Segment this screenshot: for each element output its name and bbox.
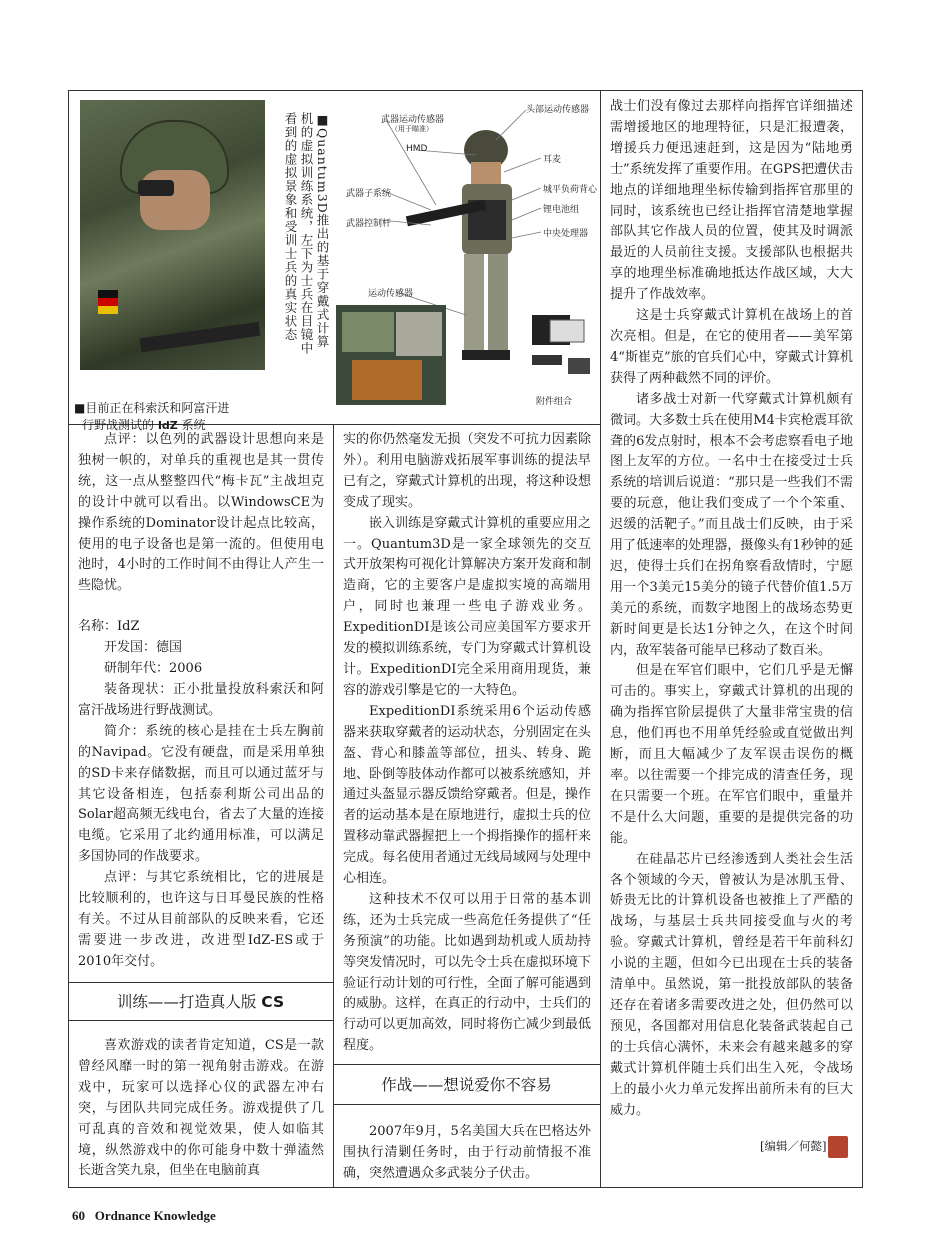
page-footer bbox=[72, 1208, 216, 1224]
vr-screen-1 bbox=[342, 312, 394, 352]
col2-p3: ExpeditionDI系统采用6个运动传感器来获取穿戴者的运动状态，分别固定在头盔、背心和膝盖等部位，扭头、转身、跪地、卧倒等肢体动作都可以被系统感知，并通过头盔显示器反馈给穿戴者。但是，操作者的运动基本是在原地进行，虚拟士兵的位置移动靠武器握把上一个拇指操作的摇杆来完成。每名使用者通过无线局域网与处理中心相连。 bbox=[343, 703, 591, 887]
label-weapon-control: 武器控制杆 bbox=[346, 219, 392, 229]
accessory-device bbox=[568, 358, 590, 374]
vertical-caption bbox=[282, 112, 330, 362]
col1-year: 研制年代：2006 bbox=[104, 661, 203, 677]
label-central-pc: 中央处理器 bbox=[543, 229, 589, 239]
magazine-stamp-logo bbox=[828, 1136, 848, 1158]
photo-caption-line2-post: 系统 bbox=[177, 418, 206, 432]
heading-rule-bottom-1 bbox=[68, 1020, 333, 1021]
label-motion-sensor: 运动传感器 bbox=[368, 289, 414, 299]
column-divider-right bbox=[600, 90, 601, 1188]
photo-caption-line1: ■目前正在科索沃和阿富汗进 bbox=[74, 401, 230, 415]
column-1-lower bbox=[78, 1036, 324, 1182]
soldier-face bbox=[471, 162, 501, 184]
accessory-box bbox=[550, 320, 584, 342]
label-hmd: HMD bbox=[406, 144, 428, 154]
column-1 bbox=[78, 430, 324, 973]
col1-status: 装备现状：正小批量投放科索沃和阿富汗战场进行野战测试。 bbox=[78, 681, 324, 718]
col1-review-israel: 点评：以色列的武器设计思想向来是独树一帜的，对单兵的重视也是其一贯传统，这一点从整整四代“梅卡瓦”主战坦克的设计中就可以看出。以WindowsCE为操作系统的Dominator设计起点比较高，使用的电子设备也是第一流的。但使用电池时，4小时的工作时间不由得让人产生一些隐忧。 bbox=[78, 432, 324, 594]
heading-training bbox=[68, 990, 333, 1012]
heading-combat bbox=[333, 1073, 600, 1095]
label-head-sensor: 头部运动传感器 bbox=[526, 105, 590, 115]
soldier-boot-right bbox=[486, 350, 510, 360]
quantum3d-diagram bbox=[336, 100, 596, 415]
idz-soldier-photo bbox=[80, 100, 265, 370]
accessory-cable bbox=[532, 355, 562, 365]
col3-p1: 战士们没有像过去那样向指挥官详细描述需增援地区的地理特征，只是汇报遭袭，增援兵力便迅速赶到，这是因为“陆地勇士”系统发挥了重要作用。在GPS把遭伏击地点的详细地理坐标传输到指挥官那里的同时，该系统也已经让指挥官清楚地掌握部队其它作战人员的位置，使其及时调派最近的人员前往支援。支援部队也根据共享的地理坐标准确地抵达作战区域，大大提升了作战效率。 bbox=[610, 99, 853, 303]
column-2-lower bbox=[343, 1122, 591, 1185]
col3-p5: 在硅晶芯片已经渗透到人类社会生活各个领域的今天，曾被认为是冰肌玉骨、娇贵无比的计算机设备也被推上了严酷的战场，与基层士兵共同接受血与火的考验。穿戴式计算机，曾经是若干年前科幻小说的主题，但如今已出现在士兵的装备清单中。虽然说，第一批投放部队的装备还存在着诸多需要改进之处，但仍然可以预见，各国都对用信息化装备武装起自己的士兵信心满怀，未来会有越来越多的穿戴式计算机伴随士兵们出生入死，令战场上的最小火力单元发挥出前所未有的巨大威力。 bbox=[610, 851, 853, 1118]
column-3 bbox=[610, 97, 853, 1121]
heading-rule-bottom-2 bbox=[333, 1104, 600, 1105]
col2-p2: 嵌入训练是穿戴式计算机的重要应用之一。Quantum3D是一家全球领先的交互式开放架构可视化计算解决方案开发商和制造商，它的主要客户是虚拟实境的高端用户，同时也兼理一些电子游戏业务。ExpeditionDI是该公司应美国军方要求开发的模拟训练系统，专门为穿戴式计算机设计。ExpeditionDI完全采用商用现货，兼容的游戏引擎是它的一大特色。 bbox=[343, 515, 591, 698]
soldier-leg-left bbox=[464, 254, 484, 354]
col1-review-idz: 点评：与其它系统相比，它的进展是比较顺利的，也许这与日耳曼民族的性格有关。不过从目前部队的反映来看，它还需要进一步改进，改进型IdZ-ES或于2010年交付。 bbox=[78, 870, 324, 969]
col3-p2: 这是士兵穿戴式计算机在战场上的首次亮相。但是，在它的使用者——美军第4“斯崔克”旅的官兵们心中，穿戴式计算机获得了两种截然不同的评价。 bbox=[610, 308, 853, 386]
col1-country: 开发国：德国 bbox=[104, 640, 183, 656]
photo-caption bbox=[74, 400, 229, 434]
german-flag-patch bbox=[98, 290, 118, 314]
col1-spacer bbox=[78, 597, 324, 617]
vr-screen-2 bbox=[352, 360, 422, 400]
vertical-caption-marker: ■ bbox=[315, 112, 330, 128]
editor-credit: [编辑／何懿] bbox=[760, 1139, 827, 1153]
col2-p1: 实的你仍然毫发无损（突发不可抗力因素除外）。利用电脑游戏拓展军事训练的提法早已有之，穿戴式计算机的出现，将这种设想变成了现实。 bbox=[343, 432, 591, 510]
label-weapon-sensor: 武器运动传感器 bbox=[381, 115, 445, 125]
heading-training-text: 训练——打造真人版 bbox=[116, 993, 262, 1011]
soldier-boot-left bbox=[462, 350, 486, 360]
label-accessories: 附件组合 bbox=[536, 397, 573, 407]
eyepiece-shape bbox=[138, 180, 174, 196]
label-battery: 锂电池组 bbox=[543, 205, 580, 215]
photo-caption-line2-pre: 行野战测试的 bbox=[82, 418, 158, 432]
page-number: 60 bbox=[72, 1208, 85, 1223]
soldier-leg-right bbox=[488, 254, 508, 354]
face-shape bbox=[140, 170, 210, 230]
label-weapon-sensor-sub: （用于瞄准） bbox=[391, 125, 433, 133]
col3-p3: 诸多战士对新一代穿戴式计算机颇有微词。大多数士兵在使用M4卡宾枪震耳欲聋的6发点射时，根本不会考虑察看电子地图上友军的方位。一名中士在接受过士兵系统的培训后说道：“那只是一些我们不需要的玩意，他让我们变成了一个个笨重、迟缓的活靶子。”而且战士们反映，由于采用了低速率的处理器，摄像头有1秒钟的延迟，使得士兵们在拐角察看敌情时，宁愿用一个3美元15美分的镜子代替价值1.5万美元的系统，而数字地图上的战场态势更新时间更是长达1分钟之久，在这个时间内，敌军装备可能早已移动了数百米。 bbox=[610, 391, 853, 658]
col2-p5: 2007年9月，5名美国大兵在巴格达外围执行清剿任务时，由于行动前情报不准确，突然遭遇众多武装分子伏击。 bbox=[343, 1124, 591, 1181]
vertical-caption-text: Quantum3D推出的基于穿戴式计算机的虚拟训练系统，左下为士兵在目镜中看到的虚拟景象和受训士兵的真实状态 bbox=[283, 112, 330, 355]
photo-caption-bold: IdZ bbox=[157, 419, 178, 432]
column-2 bbox=[343, 430, 591, 1057]
heading-training-cs: CS bbox=[261, 993, 285, 1011]
vr-screen-3 bbox=[396, 312, 442, 356]
heading-combat-text: 作战——想说爱你不容易 bbox=[381, 1076, 552, 1094]
diagram-svg bbox=[336, 100, 596, 415]
col1-game: 喜欢游戏的读者肯定知道，CS是一款曾经风靡一时的第一视角射击游戏。在游戏中，玩家可以选择心仪的武器左冲右突，与团队共同完成任务。游戏提供了几可乱真的音效和视觉效果，使人如临其境，纵然游戏中的你可能身中数十弹溘然长逝含笑九泉，但坐在电脑前真 bbox=[78, 1038, 324, 1179]
label-weapon-system: 武器子系统 bbox=[346, 189, 392, 199]
heading-rule-top-1 bbox=[68, 982, 333, 983]
label-backpack: 城平负荷背心 bbox=[543, 185, 598, 195]
heading-rule-top-2 bbox=[333, 1064, 600, 1065]
col1-name: 名称：IdZ bbox=[78, 619, 140, 635]
col1-intro: 简介：系统的核心是挂在士兵左胸前的Navipad。它没有硬盘，而是采用单独的SD卡来存储数据，而且可以通过蓝牙与其它设备相连，包括泰利斯公司出品的Solar超高频无线电台，省去了大量的连接电缆。它采用了北约通用标准，可以满足多国协同的作战要求。 bbox=[78, 723, 324, 865]
magazine-name: Ordnance Knowledge bbox=[94, 1208, 216, 1223]
label-earphone: 耳麦 bbox=[543, 155, 562, 165]
rifle-shape bbox=[140, 322, 261, 353]
col3-p4: 但是在军官们眼中，它们几乎是无懈可击的。事实上，穿戴式计算机的出现的确为指挥官阶层提供了大量非常宝贵的信息，他们再也不用单凭经验或直觉做出判断，而且大幅减少了友军误击误伤的概率。以往需要一个排完成的清查任务，现在只需要一个班。在军官们眼中，重量并不是什么大问题，重要的是提供完备的功能。 bbox=[610, 663, 853, 846]
col2-p4: 这种技术不仅可以用于日常的基本训练，还为士兵完成一些高危任务提供了“任务预演”的功能。比如遇到劫机或人质劫持等突发情况时，可以先令士兵在虚拟环境下验证行动计划的可行性，全面了解可能遇到的威胁。这样，在真正的行动中，士兵们的行动可以更加高效，同时将伤亡减少到最低程度。 bbox=[343, 891, 591, 1054]
